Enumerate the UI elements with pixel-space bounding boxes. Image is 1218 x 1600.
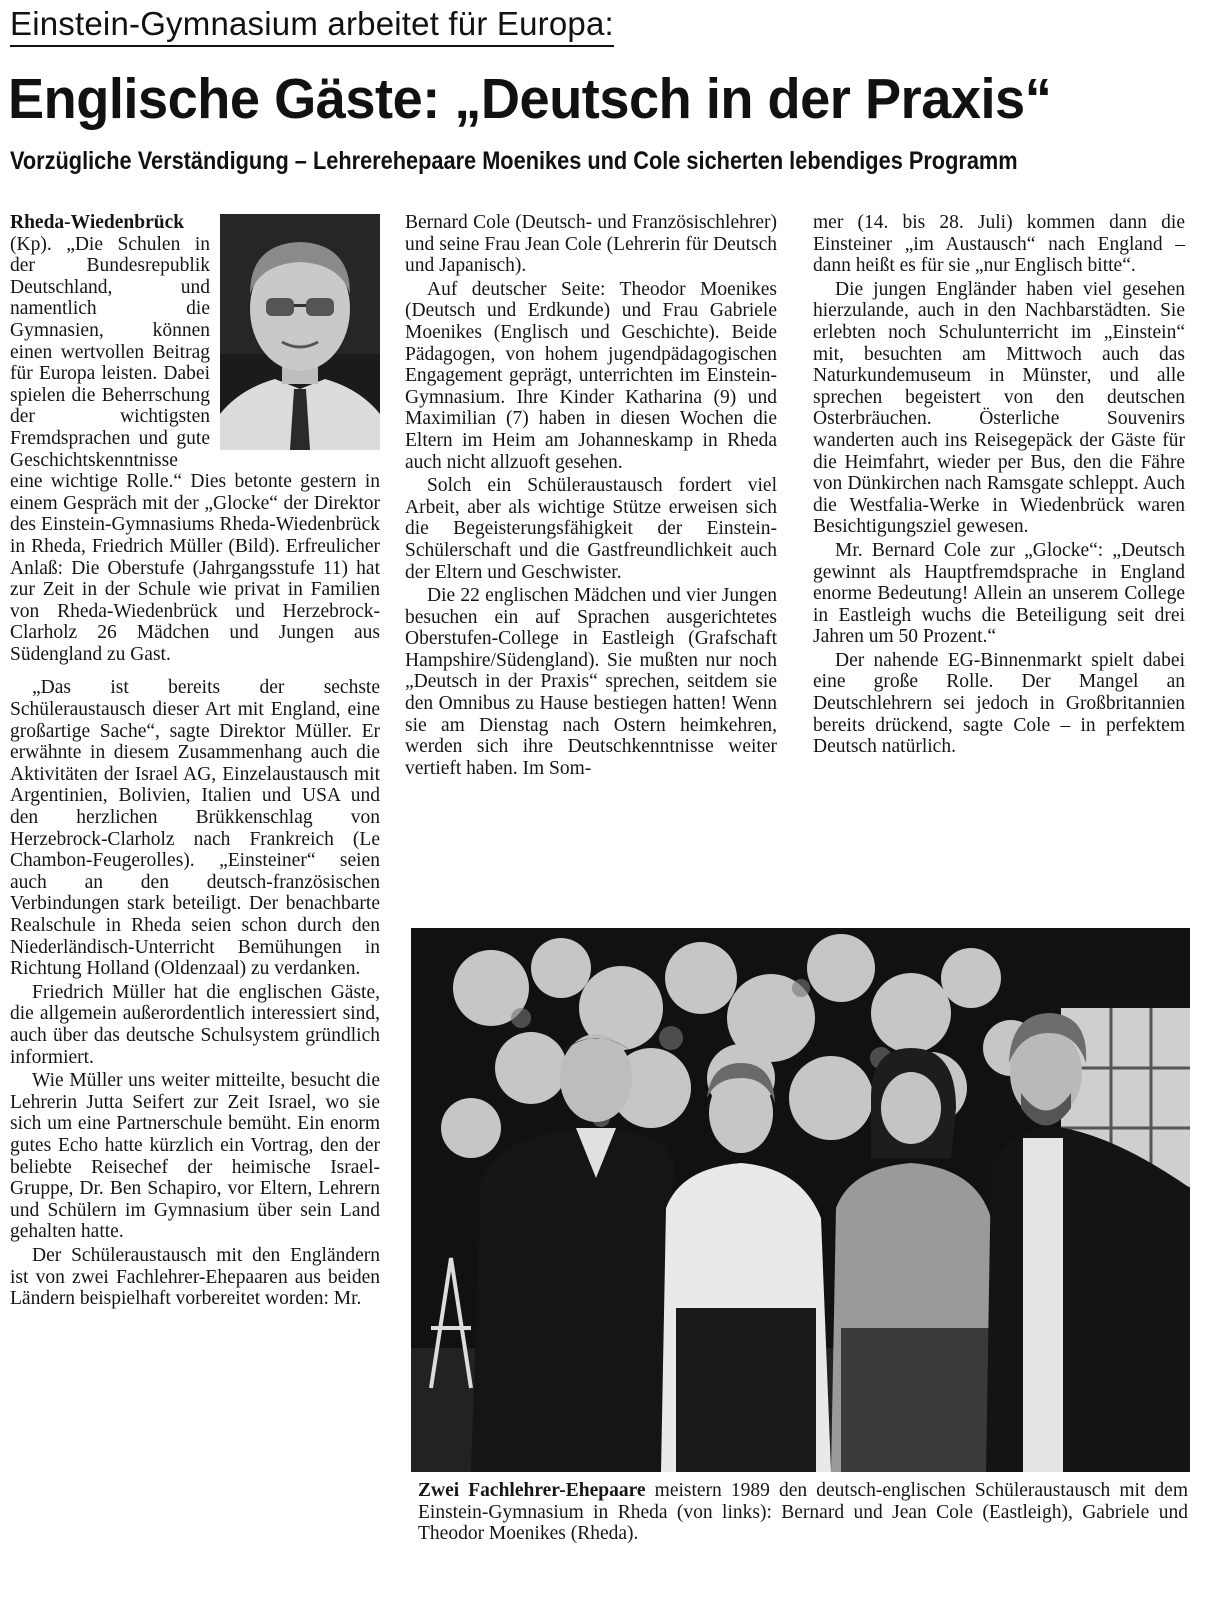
caption-lead: Zwei Fachlehrer-Ehepaare [418,1480,646,1501]
col3-paragraph-3: Mr. Bernard Cole zur „Glocke“: „Deutsch gewinnt als Hauptfremdsprache in England enorme Bedeutung! Allein an unserem College in Eastleigh wuchs die Beteiligung seit drei Jahren um 50 Prozent.“ [813,539,1185,648]
article-column-3 [813,212,1185,758]
col1-paragraph-3: Friedrich Müller hat die englischen Gäste, die allgemein außerordentlich interessiert sind, auch über das deutsche Schulsystem gründlich informiert. [10,981,380,1068]
headline: Englische Gäste: „Deutsch in der Praxis“ [8,67,1052,131]
col2-paragraph-1: Bernard Cole (Deutsch- und Französischlehrer) und seine Frau Jean Cole (Lehrerin für Deutsch und Japanisch). [405,212,777,277]
subheadline: Vorzügliche Verständigung – Lehrerehepaare Moenikes und Cole sicherten lebendiges Programm [10,147,1018,175]
col2-paragraph-4: Die 22 englischen Mädchen und vier Jungen besuchen ein auf Sprachen ausgerichtetes Oberstufen-College in Eastleigh (Grafschaft Hampshire/Südengland). Sie mußten nur noch „Deutsch in der Praxis“ sprechen, seitdem sie den Omnibus zu Hause bestiegen hatten! Wenn sie am Dienstag nach Ostern heimkehren, werden sich ihre Deutschkenntnisse weiter vertieft haben. Im Som- [405,585,777,779]
col2-paragraph-2: Auf deutscher Seite: Theodor Moenikes (Deutsch und Erdkunde) und Frau Gabriele Moenikes (Englisch und Geschichte). Beide Pädagogen, von hohem jugendpädagogischen Engagement geprägt, unterrichten im Einstein-Gymnasium. Ihre Kinder Katharina (9) und Maximilian (7) haben in diesen Wochen die Eltern im Heim am Johanneskamp in Rheda auch nicht allzuoft gesehen. [405,278,777,473]
caption-text: meistern 1989 den deutsch-englischen Schüleraustausch mit dem Einstein-Gymnasium in Rheda (von links): Bernard und Jean Cole (Eastleigh), Gabriele und Theodor Moenikes (Rheda). [418,1480,1189,1545]
col3-paragraph-2: Die jungen Engländer haben viel gesehen hierzulande, auch in den Nachbarstädten. Sie erlebten noch Schulunterricht im „Einstein“ mit, besuchten am Mittwoch auch das Naturkundemuseum in Münster, und alle sprechen begeistert von den deutschen Osterbräuchen. Österliche Souvenirs wanderten auch ins Reisegepäck der Gäste für die Heimfahrt, wieder per Bus, den die Fähre von Dünkirchen nach Ramsgate schleppt. Auch die Westfalia-Werke in Wiedenbrück waren Besichtigungsziel gewesen. [813,278,1185,538]
article-column-2 [405,212,777,779]
col3-paragraph-1: mer (14. bis 28. Juli) kommen dann die Einsteiner „im Austausch“ nach England – dann heißt es für sie „nur Englisch bitte“. [813,212,1185,277]
col2-paragraph-3: Solch ein Schüleraustausch fordert viel Arbeit, aber als wichtige Stütze erweisen sich die Begeisterungsfähigkeit der Einstein-Schülerschaft und die Gastfreundlichkeit auch der Eltern und Geschwister. [405,475,777,583]
col1-paragraph-2: „Das ist bereits der sechste Schüleraustausch dieser Art mit England, eine großartige Sache“, sagte Direktor Müller. Er erwähnte in diesem Zusammenhang auch die Aktivitäten der Israel AG, Einzelaustausch mit Argentinien, Bolivien, Italien und USA und den herzlichen Brükkenschlag von Herzebrock-Clarholz nach Frankreich (Le Chambon-Feugerolles). „Einsteiner“ seien auch an den deutsch-französischen Verbindungen stark beteiligt. Der benachbarte Realschule in Rheda seien schon durch den Niederländisch-Unterricht Bemühungen in Richtung Holland (Oldenzaal) zu verdanken. [10,677,380,980]
col1-paragraph-1: (Kp). „Die Schulen in der Bundesrepublik Deutschland, und namentlich die Gymnasien, können einen wertvollen Beitrag für Europa leisten. Dabei spielen die Beherrschung der wichtigsten Fremdsprachen und gute Geschichtskenntnisse eine wichtige Rolle.“ Dies betonte gestern in einem Gespräch mit der „Glocke“ der Direktor des Einstein-Gymnasiums Rheda-Wiedenbrück in Rheda, Friedrich Müller (Bild). Erfreulicher Anlaß: Die Oberstufe (Jahrgangsstufe 11) hat zur Zeit in der Schule wie privat in Familien von Rheda-Wiedenbrück und Herzebrock-Clarholz 26 Mädchen und Jungen aus Südengland zu Gast. [10,233,380,665]
col3-paragraph-4: Der nahende EG-Binnenmarkt spielt dabei eine große Rolle. Der Mangel an Deutschlehrern sei jedoch in Großbritannien bereits drückend, sagte Cole – in perfektem Deutsch natürlich. [813,649,1185,758]
portrait-photo [220,214,380,450]
kicker: Einstein-Gymnasium arbeitet für Europa: [10,4,614,47]
photo-caption [418,1480,1188,1545]
group-photo [411,928,1190,1472]
dateline: Rheda-Wiedenbrück [10,212,185,233]
col1-paragraph-5: Der Schüleraustausch mit den Engländern ist von zwei Fachlehrer-Ehepaaren aus beiden Ländern beispielhaft vorbereitet worden: Mr. [10,1244,380,1310]
col1-paragraph-4: Wie Müller uns weiter mitteilte, besucht die Lehrerin Jutta Seifert zur Zeit Israel, wo sie sich um eine Partnerschule bemüht. Ein enorm gutes Echo hatte kürzlich ein Vortrag, den der beliebte Reisechef der heimische Israel-Gruppe, Dr. Ben Schapiro, vor Eltern, Lehrern und Schülern im Gymnasium über sein Land gehalten hatte. [10,1070,380,1243]
article-column-1 [10,212,380,1310]
